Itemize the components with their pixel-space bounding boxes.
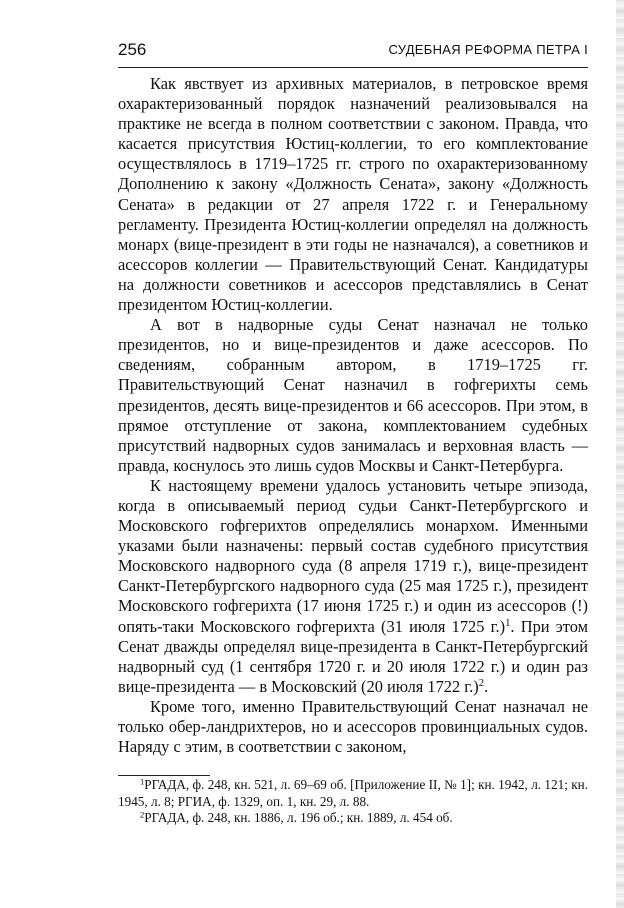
paragraph-text: При этом Сенат дважды определял вице-президента в Санкт-Петербургский надворный суд (1 сентября 1720 г. и 20 июля 1722 г.) и один раз вице-президента — в Московский (20 июля 1722 г.)	[118, 616, 589, 696]
header-rule	[118, 67, 588, 68]
paragraph	[118, 74, 588, 315]
page-header	[118, 40, 588, 62]
footnote-text: РГАДА, ф. 248, кн. 521, л. 69–69 об. [Приложение II, № 1]; кн. 1942, л. 121; кн. 1945, л. 8; РГИА, ф. 1329, оп. 1, кн. 29, л. 88.	[118, 777, 588, 809]
footnote-mark: 2	[140, 809, 145, 820]
scan-edge-shadow	[616, 0, 624, 908]
running-head: СУДЕБНАЯ РЕФОРМА ПЕТРА I	[388, 42, 588, 57]
footnote	[118, 810, 588, 827]
paragraph	[118, 315, 588, 476]
paragraph-text: Как явствует из архивных материалов, в петровское время охарактеризованный порядок назначений реализовывался на практике не всегда в полном соответствии с законом. Правда, что касается присутствия Юстиц-коллегии, то его комплектование осуществлялось в 1719–1725 гг. строго по охарактеризованному Дополнению к закону «Должность Сената», закону «Должность Сената» в редакции от 27 апреля 1722 г. и Генеральному регламенту. Президента Юстиц-коллегии определял на должность монарх (вице-президент в эти годы не назначался), а советников и асессоров коллегии — Правительствующий Сенат. Кандидатуры на должности советников и асессоров представлялись в Сенат президентом Юстиц-коллегии.	[118, 74, 588, 315]
paragraph	[118, 697, 588, 757]
footnote	[118, 777, 588, 810]
footnote-ref: 2	[478, 677, 485, 689]
paragraph-text: А вот в надворные суды Сенат назначал не только президентов, но и вице-президентов и даже асессоров. По сведениям, собранным автором, в 1719–1725 гг. Правительствующий Сенат назначил в гофгерихты семь президентов, десять вице-президентов и 66 асессоров. При этом, в прямое отступление от закона, комплектованием судебных присутствий надворных судов занималась и верховная власть — правда, коснулось это лишь судов Москвы и Санкт-Петербурга.	[118, 315, 588, 475]
body-text	[118, 74, 588, 757]
footnote-rule	[118, 775, 210, 776]
page-number: 256	[118, 40, 147, 59]
footnote-ref: 1	[505, 617, 511, 629]
footnote-text: РГАДА, ф. 248, кн. 1886, л. 196 об.; кн. 1889, л. 454 об.	[144, 810, 453, 825]
paragraph: К настоящему времени удалось установить четыре эпизода, когда в описываемый период судьи Санкт-Петербургского и Московского гофгерихтов определялись монархом. Именными указами были назначены: первый состав судебного присутствия Московского надворного суда (8 апреля 1719 г.), вице-президент Санкт-Петербургского надворного суда (25 мая 1725 г.), президент Московского гофгерихта (17 июня 1725 г.) и один из асессоров (!) опять-таки Московского гофгерихта (31 июля 1725 г.)$^1$. При этом Сенат дважды определял вице-президента в Санкт-Петербургский надворный суд (1 сентября 1720 г. и 20 июля 1722 г.) и один раз вице-президента — в Московский (20 июля 1722 г.)$^2$.	[118, 475, 589, 696]
paragraph-text: Кроме того, именно Правительствующий Сенат назначал не только обер-ландрихтеров, но и асессоров провинциальных судов. Наряду с этим, в соответствии с законом,	[118, 696, 588, 757]
footnotes	[118, 777, 588, 827]
paragraph-text: К настоящему времени удалось установить четыре эпизода, когда в описываемый период судьи Санкт-Петербургского и Московского гофгерихтов определялись монархом. Именными указами были назначены: первый состав судебного присутствия Московского надворного суда (8 апреля 1719 г.), вице-президент Санкт-Петербургского надворного суда (25 мая 1725 г.), президент Московского гофгерихта (17 июня 1725 г.) и один из асессоров (!) опять-таки Московского гофгерихта (31 июля 1725 г.)	[118, 475, 588, 636]
footnote-mark: 1	[140, 776, 145, 787]
